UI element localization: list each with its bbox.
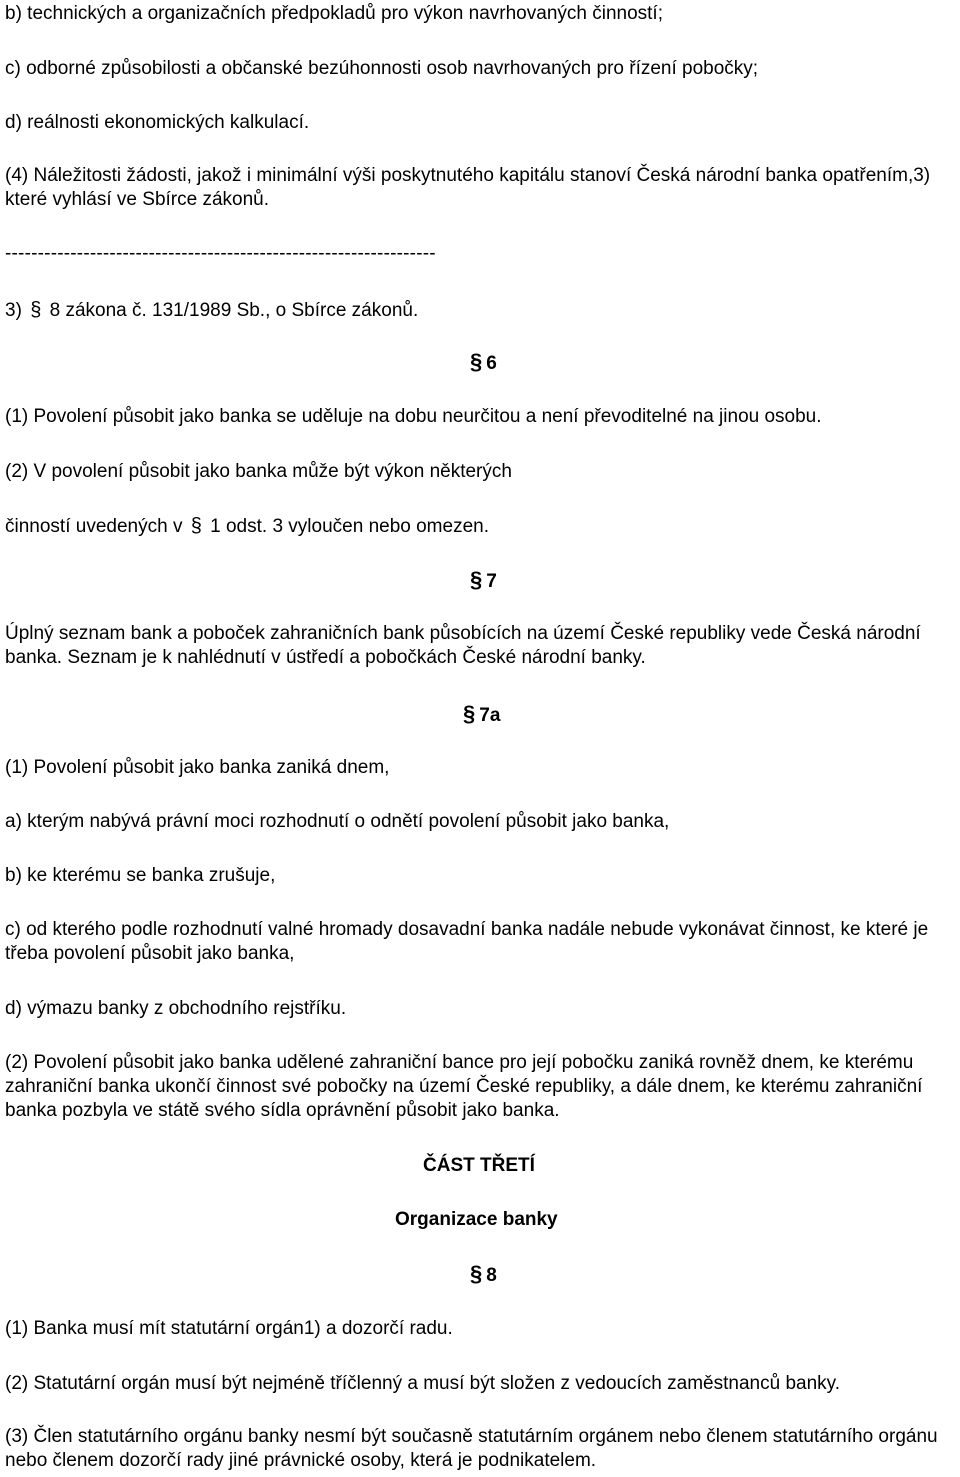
section-7a-item-c: c) od kterého podle rozhodnutí valné hromady dosavadní banka nadále nebude vykonávat činnost, ke které je třeba povolení působit jako banka,: [5, 919, 929, 964]
footnote-text: 8 zákona č. 131/1989 Sb., o Sbírce zákonů.: [49, 300, 419, 321]
item-b-conditions: b) technických a organizačních předpokladů pro výkon navrhovaných činností;: [5, 3, 663, 24]
section-8-paragraph-1: (1) Banka musí mít statutární orgán1) a dozorčí radu.: [5, 1318, 453, 1339]
section-7-heading: [470, 568, 497, 594]
section-6-paragraph-2-line-2: [5, 514, 489, 539]
section-8-heading: [470, 1262, 497, 1288]
section-number: 8: [486, 1265, 497, 1286]
section-6-heading: [470, 350, 497, 376]
section-7-text: Úplný seznam bank a poboček zahraničních bank působících na území České republiky vede Česká národní banka. Seznam je k nahlédnutí v ústředí a pobočkách České národní banky.: [5, 623, 921, 668]
section-6-paragraph-1: (1) Povolení působit jako banka se uděluje na dobu neurčitou a není převoditelné na jinou osobu.: [5, 406, 822, 427]
section-number: 7a: [479, 705, 501, 726]
paragraph-text: 1 odst. 3 vyloučen nebo omezen.: [210, 516, 489, 537]
section-number: 7: [486, 571, 497, 592]
paragraph-4-application: (4) Náležitosti žádosti, jakož i minimální výši poskytnutého kapitálu stanoví Česká národní banka opatřením,3) které vyhlásí ve Sbírce zákonů.: [5, 165, 931, 210]
section-7a-paragraph-2: (2) Povolení působit jako banka udělené zahraniční bance pro její pobočku zaniká rovněž dnem, ke kterému zahraniční banka ukončí činnost své pobočky na území České republiky, a dále dnem, ke kterému zahraniční banka pozbyla ve státě svého sídla oprávnění působit jako banka.: [5, 1052, 923, 1121]
footnote-separator: ------------------------------------------------------------------: [5, 243, 436, 264]
section-7a-item-d: d) výmazu banky z obchodního rejstříku.: [5, 998, 347, 1019]
section-sign-icon: §: [470, 567, 483, 592]
section-7a-item-a: a) kterým nabývá právní moci rozhodnutí o odnětí povolení působit jako banka,: [5, 811, 670, 832]
section-6-paragraph-2-line-1: (2) V povolení působit jako banka může být výkon některých: [5, 461, 512, 482]
part-subtitle: Organizace banky: [395, 1209, 558, 1230]
paragraph-text: činností uvedených v: [5, 516, 183, 537]
section-8-paragraph-2: (2) Statutární orgán musí být nejméně tříčlenný a musí být složen z vedoucích zaměstnanců banky.: [5, 1373, 841, 1394]
section-sign-icon: §: [470, 1261, 483, 1286]
footnote-3: [5, 298, 418, 323]
section-sign-icon: §: [463, 701, 476, 726]
footnote-marker: 3): [5, 300, 22, 321]
section-sign-icon: §: [30, 299, 42, 321]
section-sign-icon: §: [470, 349, 483, 374]
section-7a-item-b: b) ke kterému se banka zrušuje,: [5, 865, 276, 886]
section-sign-icon: §: [190, 515, 202, 537]
item-c-competence: c) odborné způsobilosti a občanské bezúhonnosti osob navrhovaných pro řízení pobočky;: [5, 58, 759, 79]
section-7a-heading: [463, 702, 500, 728]
section-8-paragraph-3: (3) Člen statutárního orgánu banky nesmí být současně statutárním orgánem nebo členem statutárního orgánu nebo členem dozorčí rady jiné právnické osoby, která je podnikatelem.: [5, 1426, 938, 1471]
section-number: 6: [486, 353, 497, 374]
section-7a-paragraph-1: (1) Povolení působit jako banka zaniká dnem,: [5, 757, 390, 778]
item-d-realism: d) reálnosti ekonomických kalkulací.: [5, 112, 310, 133]
part-title: ČÁST TŘETÍ: [423, 1155, 535, 1176]
